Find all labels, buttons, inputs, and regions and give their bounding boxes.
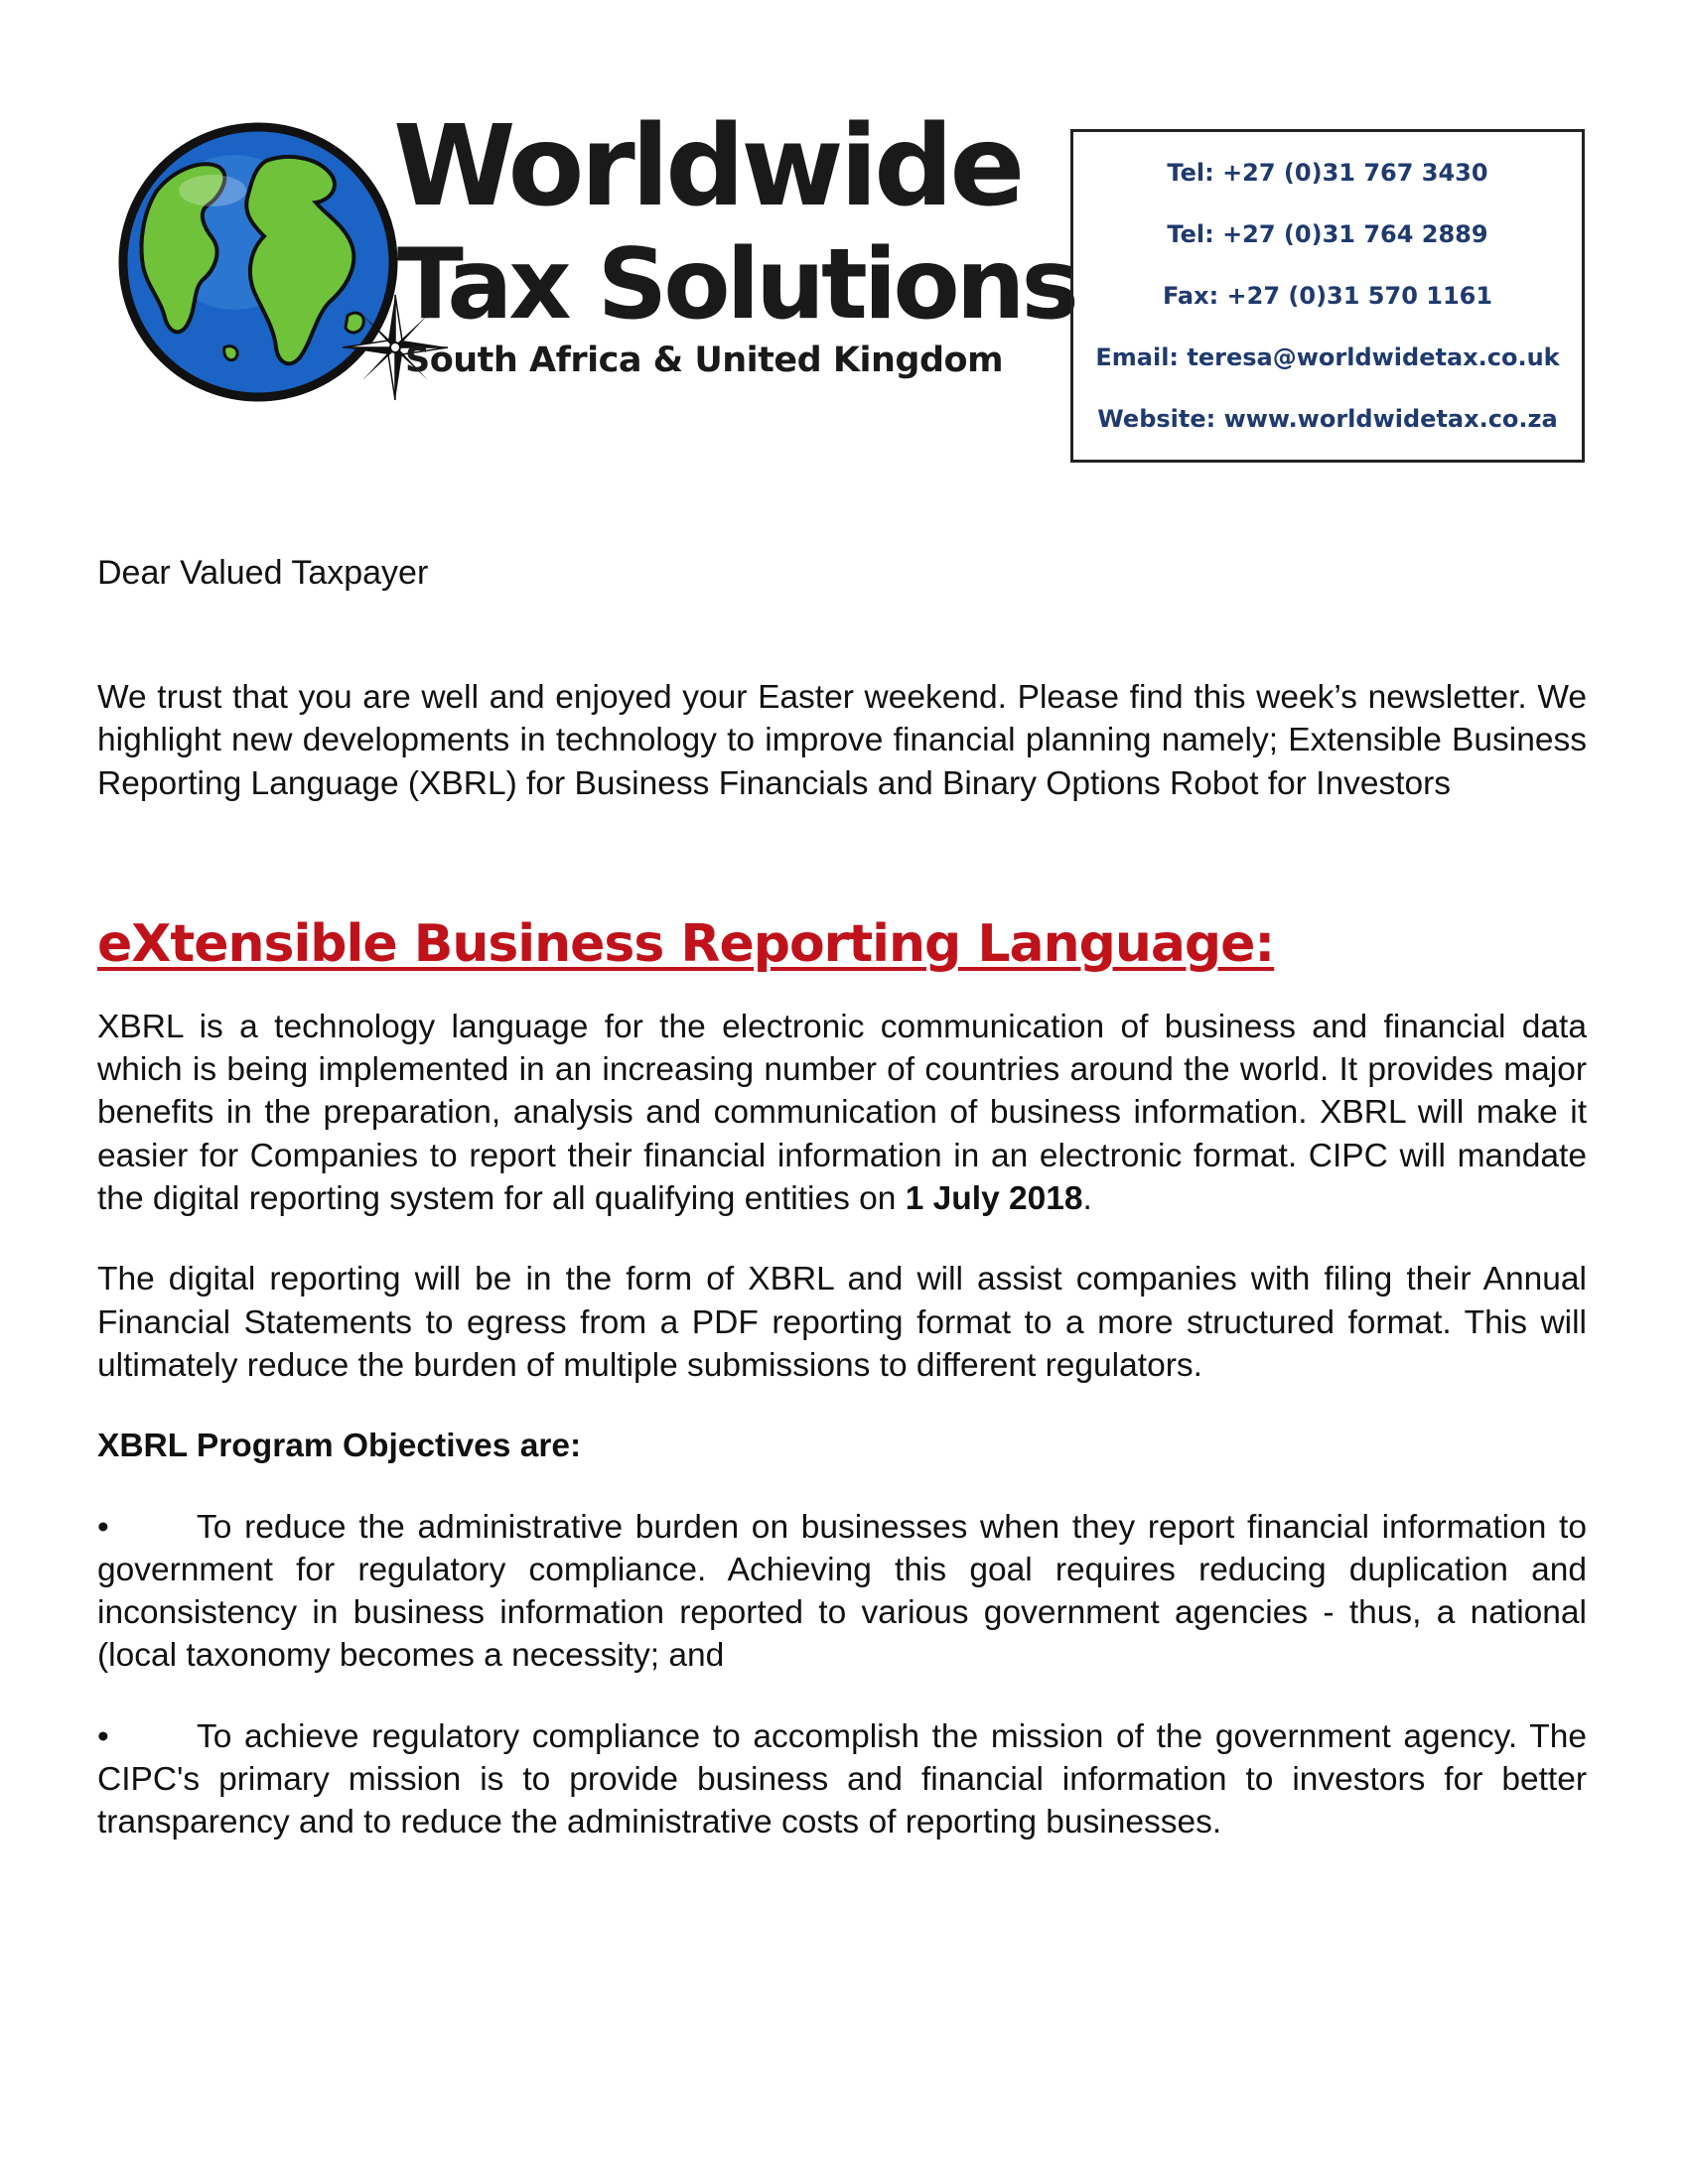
letter-body	[97, 551, 1587, 1844]
xbrl-paragraph-end: .	[1082, 1180, 1092, 1218]
contact-website[interactable]: Website: www.worldwidetax.co.za	[1097, 405, 1558, 433]
objective-bullet-1	[97, 1506, 1587, 1678]
intro-paragraph: We trust that you are well and enjoyed your Easter weekend. Please find this week’s newsletter. We highlight new developments in technology to improve financial planning namely; Extensible Business Reporting Language (XBRL) for Business Financials and Binary Options Robot for Investors	[97, 679, 1587, 802]
brand-tagline: South Africa & United Kingdom	[405, 341, 1004, 380]
objective-bullet-2	[97, 1715, 1587, 1844]
brand-name-line2: Tax Solutions	[397, 228, 1075, 341]
bullet-mark: •	[97, 1508, 109, 1546]
salutation: Dear Valued Taxpayer	[97, 554, 429, 592]
contact-tel-2: Tel: +27 (0)31 764 2889	[1167, 220, 1488, 248]
contact-tel-1: Tel: +27 (0)31 767 3430	[1167, 159, 1488, 187]
brand-name-line1: Worldwide	[393, 102, 1022, 231]
digital-reporting-paragraph: The digital reporting will be in the form of XBRL and will assist companies with filing their Annual Financial Statements to egress from a PDF reporting format to a more structured format. This will ultimately reduce the burden of multiple submissions to different regulators.	[97, 1261, 1587, 1384]
objectives-heading: XBRL Program Objectives are:	[97, 1428, 582, 1465]
contact-email[interactable]: Email: teresa@worldwidetax.co.uk	[1095, 343, 1560, 371]
contact-box	[1070, 129, 1585, 463]
xbrl-paragraph	[97, 1006, 1587, 1220]
mandate-date: 1 July 2018	[905, 1180, 1083, 1218]
xbrl-paragraph-text: XBRL is a technology language for the electronic communication of business and financial data which is being implemented in an increasing number of countries around the world. It provides major benefits in the preparation, analysis and communication of business information. XBRL will make it easier for Companies to report their financial information in an electronic format. CIPC will mandate the digital reporting system for all qualifying entities on	[97, 1008, 1587, 1218]
contact-fax: Fax: +27 (0)31 570 1161	[1162, 282, 1493, 310]
company-logo	[117, 102, 1075, 397]
section-title: eXtensible Business Reporting Language:	[97, 913, 1275, 974]
objective-text-1: To reduce the administrative burden on businesses when they report financial information to government for regulatory compliance. Achieving this goal requires reducing duplication and inconsistency in business information reported to various government agencies - thus, a national (local taxonomy becomes a necessity; and	[97, 1508, 1587, 1675]
objective-text-2: To achieve regulatory compliance to accomplish the mission of the government agency. The CIPC's primary mission is to provide business and financial information to investors for better transparency and to reduce the administrative costs of reporting businesses.	[97, 1717, 1587, 1842]
bullet-mark: •	[97, 1717, 109, 1755]
